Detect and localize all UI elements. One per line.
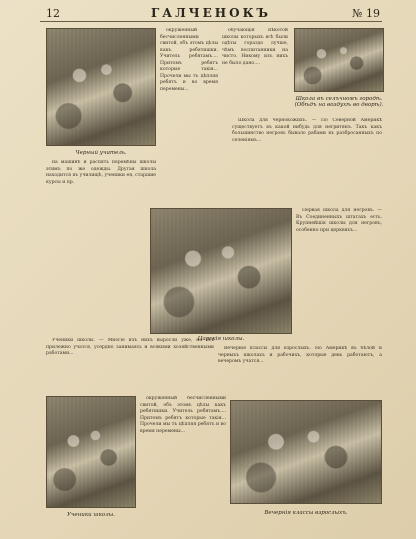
page-header	[40, 6, 382, 22]
text-column-e: Первая школа для негровъ. — Въ Соединенныхъ штатахъ есть. Крупнейшія школы для негровъ, особенно при церквяхъ...	[296, 208, 382, 233]
magazine-title: ГАЛЧЕНОКЪ	[151, 6, 271, 20]
text-column-b: обучающія нѣкотой школы которыхъ всѣ были одѣты гораздо лучше, чѣмъ воспитанники на чисто. Никому изъ нихъ не было дано....	[222, 28, 288, 66]
caption-yard: Школа въ селъчномъ городѣ. (Обѣдъ на воздухѣ во дворѣ).	[294, 96, 384, 108]
issue-number: № 19	[352, 7, 380, 20]
caption-evening: Вечернія классы взрослыхъ.	[264, 510, 348, 516]
text-column-d: Школа для чернокожихъ. — По Северной Америкѣ существуетъ въ какой нибудь для негритянъ. Такъ какъ большинство негровъ бывало рабами въ разбросанныхъ по селеніямъ...	[232, 118, 382, 143]
caption-teacher: Черный учитель.	[75, 150, 127, 156]
photo-girls-school	[150, 208, 292, 334]
photo-evening	[230, 400, 382, 504]
caption-girls-school: Царскія школы.	[197, 336, 245, 342]
text-column-g: Вечерніе классы для взрослыхъ. Но Америкѣ въ бѣлой и черныхъ школахъ и рабочихъ, которые день работаютъ, а вечеромъ учатся...	[218, 346, 382, 364]
photo-class	[46, 396, 136, 508]
photo-teacher	[46, 28, 156, 146]
photo-yard	[294, 28, 384, 92]
text-column-h: окружённый бесчисленными свитой, объ этомъ цѣлы какъ ребятишки. Учитель ребятамъ.... Притомъ ребятъ которые такія... Прочели мы тъ цѣпляя ребятъ и во время перемены...	[140, 396, 226, 434]
text-column-c: на машинѣ и распять перемѣны школы этимъ по же одежды. Другая школа находится въ училищѣ, ученики ея, старшие курсы и пр.	[46, 160, 156, 185]
caption-class: Ученики школы.	[67, 512, 115, 518]
page-number: 12	[46, 7, 60, 20]
text-column-f: Ученики школы. — Многіе изъ нихъ выросли уже, но всѣ прилежно учатся, усердно занимаясь и всякими хозяйственными работами...	[46, 338, 214, 356]
text-column-a: окружённый бесчисленными свитой, объ этомъ цѣлы какъ ребятишки. Учитель ребятамъ.... Притомъ ребятъ которые такія... Прочели мы тъ цѣпляя ребятъ и во время перемены...	[160, 28, 218, 92]
